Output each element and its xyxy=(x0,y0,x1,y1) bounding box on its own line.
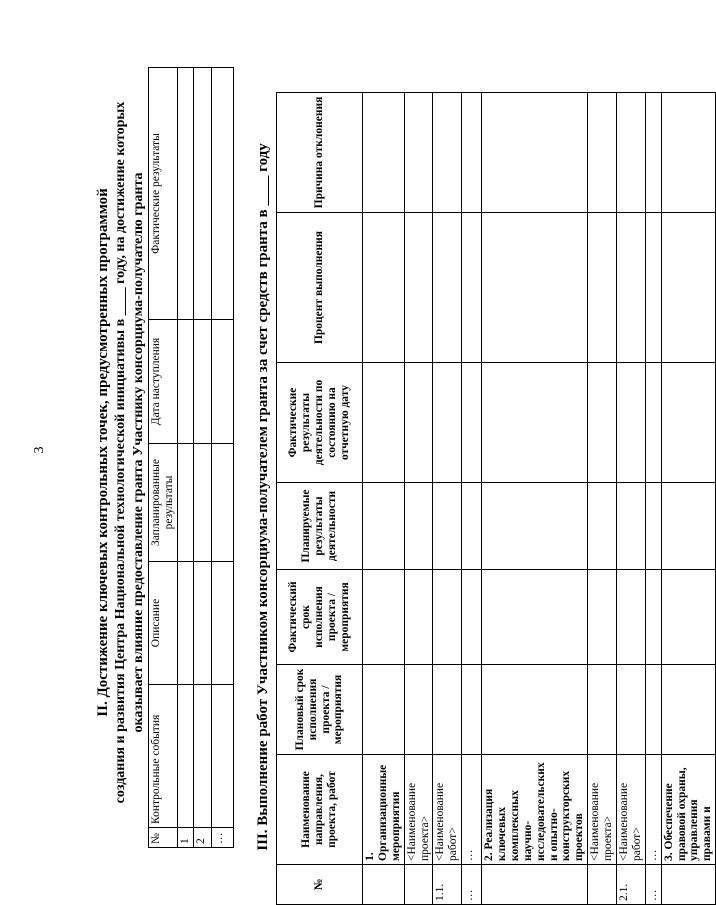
col-header: Причина отклонения xyxy=(277,93,363,213)
table-cell xyxy=(661,93,716,213)
table-cell: … xyxy=(645,865,661,905)
table-cell xyxy=(193,320,211,444)
page-number: 3 xyxy=(32,446,47,454)
table-cell xyxy=(177,444,193,562)
table-cell xyxy=(661,363,716,483)
table-cell xyxy=(482,570,588,665)
table-cell xyxy=(404,93,433,213)
table-row xyxy=(588,93,617,905)
table-cell: <Наименование работ> xyxy=(433,755,462,865)
col-header: Фактический срок исполнения проекта / мероприятия xyxy=(277,570,363,665)
table-cell xyxy=(404,483,433,570)
table-header-row xyxy=(149,68,178,848)
table-cell xyxy=(462,213,482,363)
table-cell xyxy=(482,213,588,363)
col-header: Описание xyxy=(149,562,178,685)
table-cell: … xyxy=(211,828,233,848)
table-header-row xyxy=(277,93,363,905)
table-cell xyxy=(211,320,233,444)
col-header: № xyxy=(277,865,363,905)
table-cell xyxy=(193,444,211,562)
table-cell: <Наименование работ> xyxy=(616,755,645,865)
table-cell xyxy=(645,93,661,213)
table-cell xyxy=(588,213,617,363)
table-row xyxy=(363,93,405,905)
table-cell xyxy=(363,93,405,213)
table-cell: <Наименование проекта> xyxy=(404,755,433,865)
table-cell xyxy=(616,570,645,665)
table-row xyxy=(462,93,482,905)
table-cell xyxy=(433,213,462,363)
col-header: Фактические результаты деятельности по состоянию на отчетную дату xyxy=(277,363,363,483)
table-cell xyxy=(363,865,405,905)
col-header: Плановый срок исполнения проекта / мероприятия xyxy=(277,665,363,755)
table-cell xyxy=(363,363,405,483)
table-row xyxy=(193,68,211,848)
table-cell: … xyxy=(462,755,482,865)
table-cell xyxy=(616,213,645,363)
table-cell xyxy=(661,483,716,570)
table-cell xyxy=(616,483,645,570)
table-cell xyxy=(193,562,211,685)
table-cell xyxy=(588,93,617,213)
table-cell xyxy=(588,665,617,755)
table-cell xyxy=(462,363,482,483)
table-cell: 1 xyxy=(177,828,193,848)
table-cell xyxy=(363,570,405,665)
table-cell xyxy=(462,665,482,755)
table-cell xyxy=(616,665,645,755)
section2-title-line2: создания и развития Центра Национальной технологической инициативы в ____ году, на достижение которых xyxy=(113,101,128,804)
table-cell xyxy=(645,363,661,483)
table-cell xyxy=(363,213,405,363)
control-points-table xyxy=(148,67,234,848)
table-cell xyxy=(433,363,462,483)
table-row xyxy=(482,93,588,905)
table-cell xyxy=(645,483,661,570)
col-header: Запланированные результаты xyxy=(149,444,178,562)
table-cell xyxy=(404,213,433,363)
table-cell xyxy=(211,685,233,828)
table-cell xyxy=(482,665,588,755)
table-cell xyxy=(588,363,617,483)
table-cell xyxy=(645,665,661,755)
table-row xyxy=(616,93,645,905)
table-row xyxy=(211,68,233,848)
table-cell xyxy=(404,665,433,755)
table-cell xyxy=(433,665,462,755)
table-cell xyxy=(616,93,645,213)
table-cell xyxy=(645,570,661,665)
section3-title: III. Выполнение работ Участником консорциума-получателем гранта за счет средств гранта в ____ году xyxy=(255,143,271,851)
col-header: Фактические результаты xyxy=(149,68,178,320)
table-cell xyxy=(482,483,588,570)
table-cell xyxy=(211,562,233,685)
table-cell xyxy=(588,483,617,570)
works-table xyxy=(276,92,716,905)
table-row xyxy=(177,68,193,848)
table-cell xyxy=(616,363,645,483)
table-cell xyxy=(661,570,716,665)
table-cell xyxy=(661,865,716,905)
table-cell xyxy=(433,93,462,213)
table-cell xyxy=(433,570,462,665)
col-header: № xyxy=(149,828,178,848)
table-cell xyxy=(433,483,462,570)
table-cell xyxy=(462,570,482,665)
col-header: Планируемые результаты деятельности xyxy=(277,483,363,570)
table-cell xyxy=(363,665,405,755)
table-cell: 2. Реализация ключевых комплексных научно-исследовательских и опытно-конструкторских проектов xyxy=(482,755,588,865)
table-cell: 1. Организационные мероприятия xyxy=(363,755,405,865)
table-row xyxy=(661,93,716,905)
table-cell xyxy=(462,93,482,213)
table-cell xyxy=(177,685,193,828)
table-cell xyxy=(177,562,193,685)
table-cell xyxy=(177,68,193,320)
section2-title-line3: оказывает влияние предоставление гранта Участнику консорциума-получателю гранта xyxy=(131,172,146,733)
table-cell xyxy=(363,483,405,570)
table-cell xyxy=(193,68,211,320)
table-row xyxy=(433,93,462,905)
table-cell: … xyxy=(645,755,661,865)
table-cell xyxy=(462,483,482,570)
table-cell xyxy=(404,570,433,665)
table-cell xyxy=(588,865,617,905)
table-cell: 2.1. xyxy=(616,865,645,905)
table-cell: <Наименование проекта> xyxy=(588,755,617,865)
col-header: Контрольные события xyxy=(149,685,178,828)
table-cell xyxy=(482,865,588,905)
table-cell xyxy=(661,665,716,755)
table-cell: 1.1. xyxy=(433,865,462,905)
table-cell xyxy=(482,363,588,483)
table-row xyxy=(404,93,433,905)
table-cell xyxy=(482,93,588,213)
table-row xyxy=(645,93,661,905)
table-cell xyxy=(661,213,716,363)
section2-title-line1: II. Достижение ключевых контрольных точек, предусмотренных программой xyxy=(95,188,111,717)
table-cell xyxy=(404,363,433,483)
table-cell: … xyxy=(462,865,482,905)
col-header: Дата наступления xyxy=(149,320,178,444)
table-cell: 2 xyxy=(193,828,211,848)
table-cell xyxy=(193,685,211,828)
table-cell xyxy=(177,320,193,444)
table-cell: 3. Обеспечение правовой охраны, управления правами и xyxy=(661,755,716,865)
table-cell xyxy=(588,570,617,665)
table-cell xyxy=(211,68,233,320)
table-cell xyxy=(211,444,233,562)
table-cell xyxy=(645,213,661,363)
table-cell xyxy=(404,865,433,905)
col-header: Наименование направления, проекта, работ xyxy=(277,755,363,865)
col-header: Процент выполнения xyxy=(277,213,363,363)
